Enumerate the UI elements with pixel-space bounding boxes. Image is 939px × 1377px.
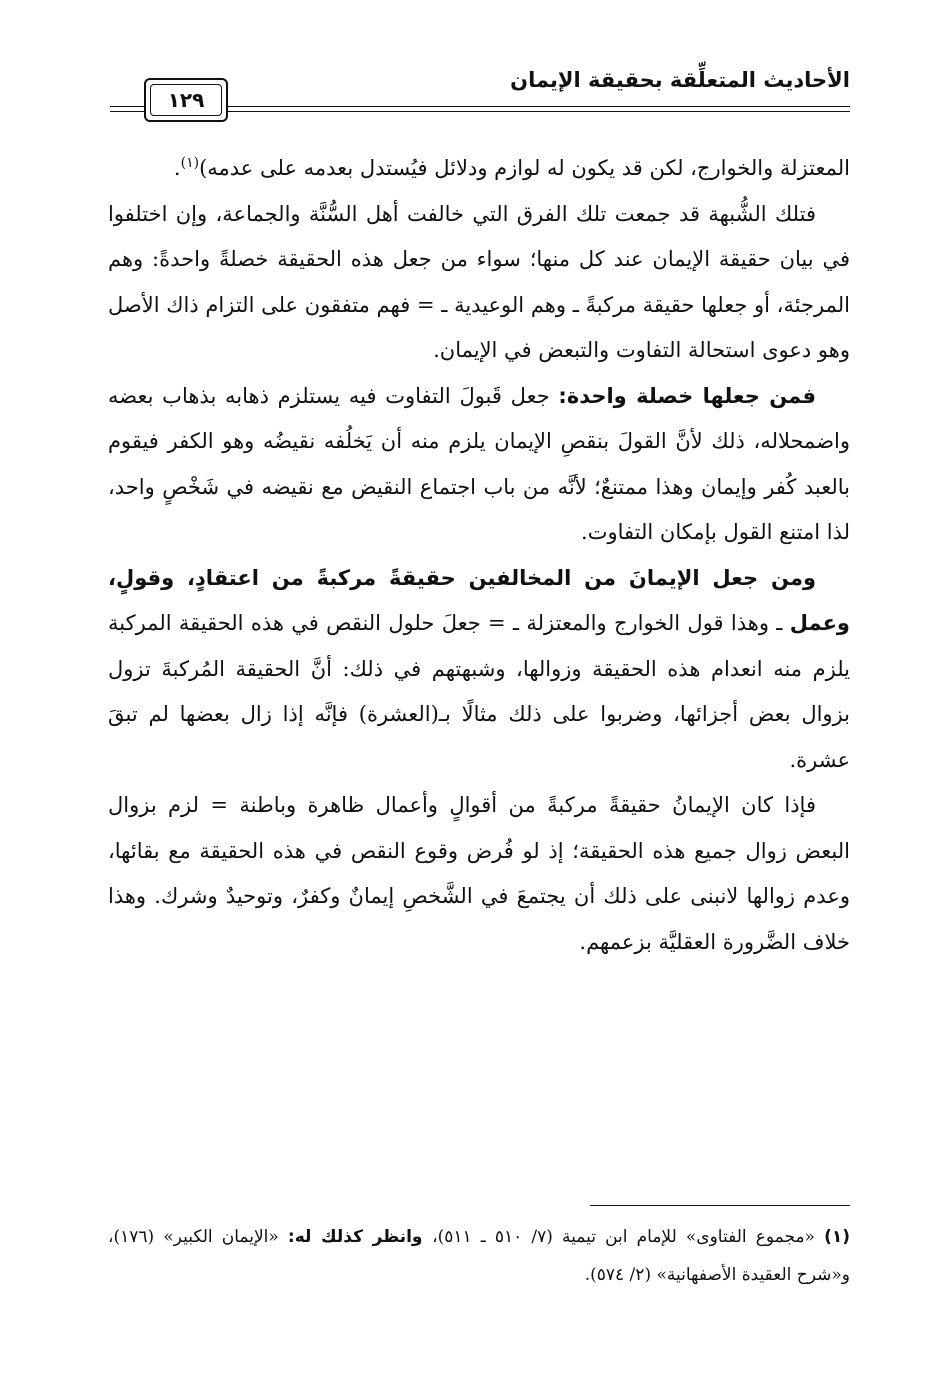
- paragraph: [108, 783, 850, 965]
- chapter-title: الأحاديث المتعلِّقة بحقيقة الإيمان: [510, 68, 850, 92]
- paragraph: [108, 192, 850, 374]
- footnote-text: «مجموع الفتاوى» للإمام ابن تيمية (٧/ ٥١٠ ـ ٥١١)،: [432, 1227, 815, 1247]
- main-text: [108, 146, 850, 965]
- footnote: [108, 1218, 850, 1294]
- paragraph-end: .: [173, 156, 181, 180]
- footnotes: [108, 1218, 850, 1294]
- bold-lead: فمن جعلها خصلة واحدة:: [558, 383, 816, 408]
- paragraph-text: فتلك الشُّبهة قد جمعت تلك الفرق التي خالفت أهل السُّنَّة والجماعة، وإن اختلفوا في بيان حقيقة الإيمان عند كل منها؛ سواء من جعل هذه الحقيقة خصلةً واحدةً: وهم المرجئة، أو جعلها حقيقة مركبةً ـ وهم الوعيدية ـ = فهم متفقون على التزام ذاك الأصل وهو دعوى استحالة التفاوت والتبعض في الإيمان.: [108, 201, 850, 362]
- footnote-text: «الإيمان الكبير» (١٧٦)، و«شرح العقيدة الأصفهانية» (٢/ ٥٧٤).: [108, 1227, 850, 1285]
- page-number: ١٢٩: [150, 84, 222, 116]
- paragraph-text: ـ وهذا قول الخوارج والمعتزلة ـ = جعلَ حلول النقص في هذه الحقيقة المركبة يلزم منه انعدام هذه الحقيقة وزوالها، وشبهتهم في ذلك: أنَّ الحقيقة المُركبةَ تزول بزوال بعض أجزائها، وضربوا على ذلك مثالًا بـ(العشرة) فإنَّه إذا زال بعضها لم تبقَ عشرة.: [108, 611, 850, 772]
- paragraph-text: المعتزلة والخوارج، لكن قد يكون له لوازم ودلائل فيُستدل بعدمه على عدمه): [199, 156, 850, 180]
- header-rule: [110, 111, 144, 112]
- header-rule: [228, 106, 850, 107]
- running-header: [110, 62, 850, 132]
- bold-lead: ومن جعل الإيمانَ من المخالفين حقيقةً مركبةً من اعتقادٍ، وقولٍ، وعمل: [108, 565, 850, 635]
- header-rule: [110, 106, 144, 107]
- paragraph: [108, 374, 850, 556]
- paragraph: [108, 146, 850, 192]
- header-rule: [228, 111, 850, 112]
- page-number-frame: [144, 78, 228, 122]
- paragraph-text: جعل قَبولَ التفاوت فيه يستلزم ذهابه بذهاب بعضه واضمحلاله، ذلك لأنَّ القولَ بنقصِ الإيمان يلزم منه أن يَخلُفه نقيضُه وهو الكفر فيقوم بالعبد كُفر وإيمان وهذا ممتنعٌ؛ لأنَّه من باب اجتماع النقيض مع نقيضه في شَخْصٍ واحد، لذا امتنع القول بإمكان التفاوت.: [108, 383, 850, 544]
- paragraph: [108, 556, 850, 784]
- footnote-bold: وانظر كذلك له:: [287, 1227, 433, 1247]
- paragraph-text: فإذا كان الإيمانُ حقيقةً مركبةً من أقوالٍ وأعمال ظاهرة وباطنة = لزم بزوال البعض زوال جميع هذه الحقيقة؛ إذ لو فُرض وقوع النقص في هذه الحقيقة مع بقائها، وعدم زوالها لانبنى على ذلك أن يجتمعَ في الشَّخصِ إيمانٌ وكفرٌ، وتوحيدٌ وشرك. وهذا خلاف الضَّرورة العقليَّة بزعمهم.: [108, 793, 850, 954]
- footnote-separator: [590, 1205, 850, 1206]
- footnote-ref: (١): [180, 155, 200, 171]
- footnote-number: (١): [824, 1227, 851, 1247]
